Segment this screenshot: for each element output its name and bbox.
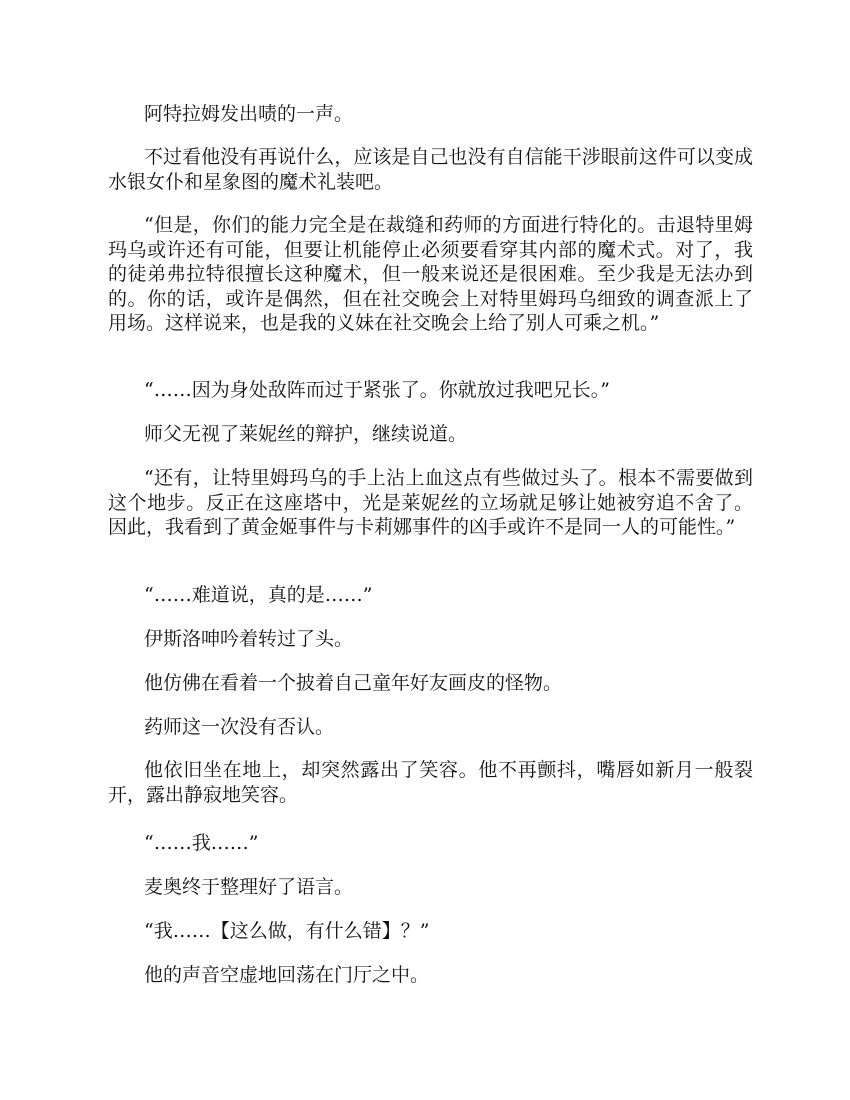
paragraph: 麦奥终于整理好了语言。 bbox=[144, 876, 354, 898]
paragraph: “……我……” bbox=[144, 832, 259, 854]
paragraph: “还有，让特里姆玛乌的手上沾上血这点有些做过头了。根本不需要做到这个地步。反正在这座塔中，光是莱妮丝的立场就足够让她被穷追不舍了。因此，我看到了黄金姬事件与卡莉娜事件的凶手或许不是同一人的可能性。” bbox=[108, 467, 753, 538]
paragraph: “我……【这么做，有什么错】？” bbox=[144, 920, 430, 942]
paragraph: 伊斯洛呻吟着转过了头。 bbox=[144, 628, 354, 650]
paragraph: 他依旧坐在地上，却突然露出了笑容。他不再颤抖，嘴唇如新月一般裂开，露出静寂地笑容。 bbox=[108, 759, 753, 806]
paragraph: 药师这一次没有否认。 bbox=[144, 716, 335, 738]
paragraph: 他的声音空虚地回荡在门厅之中。 bbox=[144, 964, 430, 986]
paragraph: “……因为身处敌阵而过于紧张了。你就放过我吧兄长。” bbox=[144, 379, 610, 401]
paragraph: 他仿佛在看着一个披着自己童年好友画皮的怪物。 bbox=[144, 672, 563, 694]
paragraph: “……难道说，真的是……” bbox=[144, 584, 373, 606]
paragraph: 师父无视了莱妮丝的辩护，继续说道。 bbox=[144, 423, 468, 445]
paragraph: 阿特拉姆发出啧的一声。 bbox=[144, 103, 354, 125]
paragraph: “但是，你们的能力完全是在裁缝和药师的方面进行特化的。击退特里姆玛乌或许还有可能，但要让机能停止必须要看穿其内部的魔术式。对了，我的徒弟弗拉特很擅长这种魔术，但一般来说还是很困难。至少我是无法办到的。你的话，或许是偶然，但在社交晚会上对特里姆玛乌细致的调查派上了用场。这样说来，也是我的义妹在社交晚会上给了别人可乘之机。” bbox=[108, 214, 753, 334]
paragraph: 不过看他没有再说什么，应该是自己也没有自信能干涉眼前这件可以变成水银女仆和星象图的魔术礼装吧。 bbox=[108, 146, 753, 193]
